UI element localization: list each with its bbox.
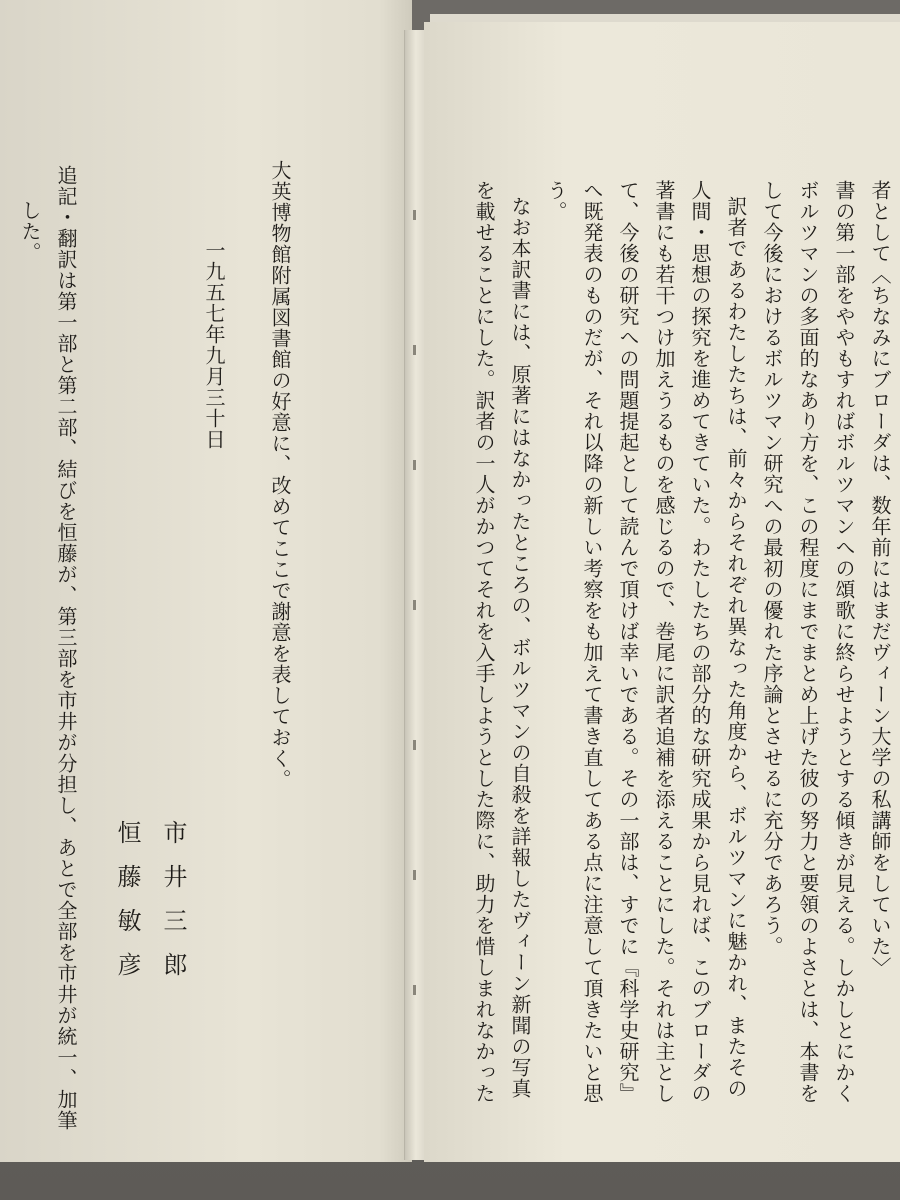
binding-stitch: [413, 600, 416, 610]
right-page-line: て、今後の研究への問題提起として読んで頂けば幸いである。その一部は、すでに『科学史研究』: [616, 180, 640, 1104]
right-page-line: 人間・思想の探究を進めてきていた。わたしたちの部分的な研究成果から見れば、このブローダの: [688, 180, 712, 1104]
translator-name: 恒藤敏彦: [113, 820, 141, 996]
preface-date: 一九五七年九月三十日: [202, 240, 226, 450]
right-page-line: 訳者であるわたしたちは、前々からそれぞれ異なった角度から、ボルツマンに魅かれ、またその: [724, 196, 748, 1099]
right-page-line: 著書にも若干つけ加えうるものを感じるので、巻尾に訳者追補を添えることにした。それは主とし: [652, 180, 676, 1104]
translator-name: 市井三郎: [159, 820, 187, 996]
right-page-line: して今後におけるボルツマン研究への最初の優れた序論とさせるに充分であろう。: [760, 180, 784, 957]
binding-stitch: [413, 985, 416, 995]
right-page-line: 書の第一部をややもすればボルツマンへの頌歌に終らせようとする傾きが見える。しかしとにかく: [832, 180, 856, 1104]
binding-stitch: [413, 870, 416, 880]
binding-stitch: [413, 210, 416, 220]
right-page-line: を載せることにした。訳者の一人がかつてそれを入手しようとした際に、助力を惜しまれなかった: [472, 180, 496, 1104]
right-page-line: へ既発表のものだが、それ以降の新しい考察をも加えて書き直してある点に注意して頂きたいと思: [580, 180, 604, 1104]
postscript-line: した。: [18, 200, 42, 263]
postscript-line: 追記・翻訳は第一部と第二部、結びを恒藤が、第三部を市井が分担し、あとで全部を市井が統一、加筆: [54, 165, 78, 1131]
right-page-line: う。: [544, 180, 568, 222]
right-page-line: なお本訳書には、原著にはなかったところの、ボルツマンの自殺を詳報したヴィーン新聞の写真: [508, 196, 532, 1099]
binding-stitch: [413, 345, 416, 355]
binding-stitch: [413, 740, 416, 750]
binding-stitch: [413, 460, 416, 470]
acknowledgement-line: 大英博物館附属図書館の好意に、改めてここで謝意を表しておく。: [268, 160, 292, 790]
right-page-line: ボルツマンの多面的なあり方を、この程度にまでまとめ上げた彼の努力と要領のよさとは、本書を: [796, 180, 820, 1104]
right-page-line: 者として〈ちなみにブローダは、数年前にはまだヴィーン大学の私講師をしていた〉: [868, 180, 892, 978]
